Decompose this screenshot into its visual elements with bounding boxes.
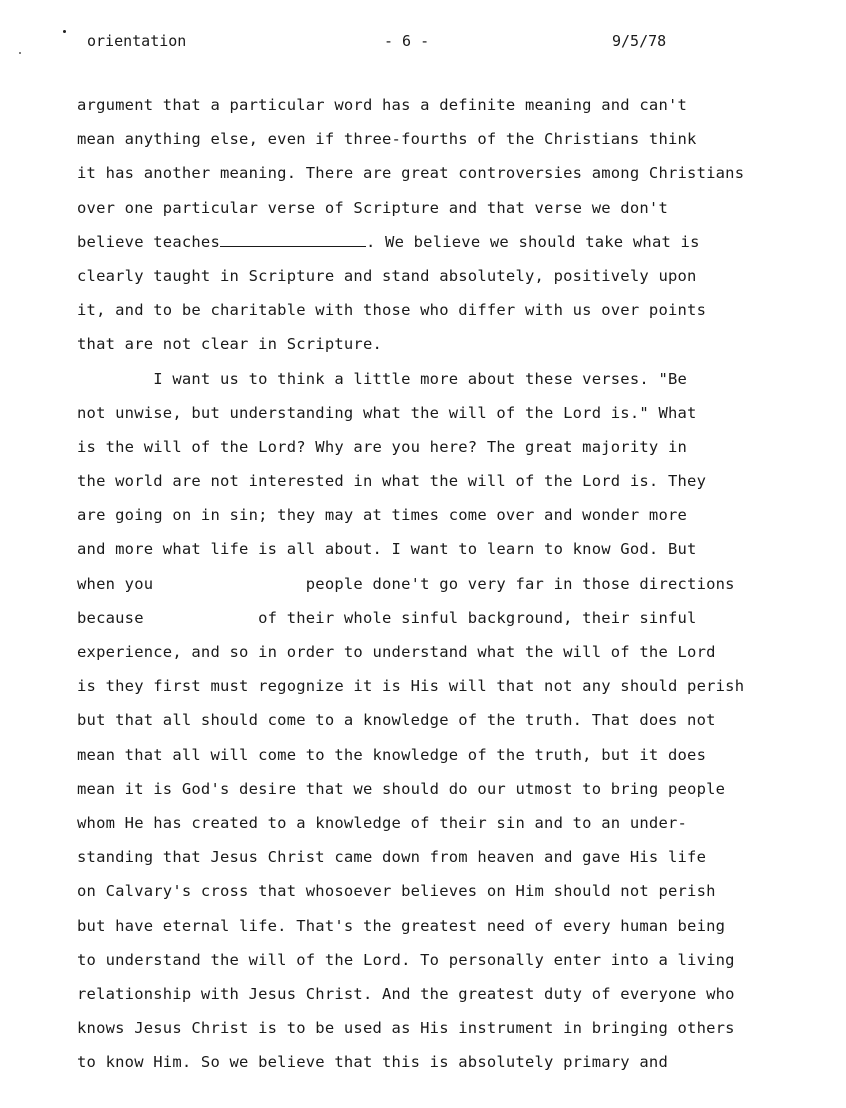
text-line: that are not clear in Scripture. [77, 335, 383, 354]
text-line: but have eternal life. That's the greatest need of every human being [77, 916, 726, 935]
body-text [77, 88, 817, 1079]
text-line: it has another meaning. There are great controversies among Christians [77, 164, 745, 183]
header-title: orientation [87, 32, 187, 50]
text-line: experience, and so in order to understand what the will of the Lord [77, 643, 716, 661]
text-line: when you people done't go very far in those directions [77, 574, 735, 593]
text-line: mean anything else, even if three-fourths of the Christians think [77, 130, 697, 149]
text-line: not unwise, but understanding what the will of the Lord is." What [77, 403, 697, 422]
text-line: is the will of the Lord? Why are you here? The great majority in [77, 437, 688, 456]
text-line: standing that Jesus Christ came down from heaven and gave His life [77, 848, 707, 867]
text-line: relationship with Jesus Christ. And the greatest duty of everyone who [77, 984, 735, 1003]
text-line: believe teaches . We believe we should take what is [77, 225, 817, 259]
header-date: 9/5/78 [612, 32, 667, 50]
text-line: clearly taught in Scripture and stand absolutely, positively upon [77, 266, 697, 285]
text-line: over one particular verse of Scripture and that verse we don't [77, 198, 668, 217]
text-line: I want us to think a little more about these verses. "Be [77, 369, 688, 388]
blank-underline [220, 228, 366, 247]
page-number: - 6 - [384, 32, 430, 50]
text-line: are going on in sin; they may at times come over and wonder more [77, 506, 688, 525]
text-line: mean it is God's desire that we should do our utmost to bring people [77, 779, 726, 798]
text-line: argument that a particular word has a definite meaning and can't [77, 96, 688, 114]
text-line: it, and to be charitable with those who differ with us over points [77, 301, 707, 320]
text-line: and more what life is all about. I want to learn to know God. But [77, 540, 697, 559]
text-line: but that all should come to a knowledge of the truth. That does not [77, 711, 716, 730]
text-line: mean that all will come to the knowledge of the truth, but it does [77, 745, 707, 764]
text-line: whom He has created to a knowledge of their sin and to an under- [77, 813, 688, 832]
text-line: because of their whole sinful background, their sinful [77, 608, 697, 627]
text-line: is they first must regognize it is His will that not any should perish [77, 677, 745, 696]
text-line: to understand the will of the Lord. To personally enter into a living [77, 950, 735, 969]
text-line: the world are not interested in what the will of the Lord is. They [77, 472, 707, 491]
text-line: knows Jesus Christ is to be used as His instrument in bringing others [77, 1019, 735, 1038]
text-line: on Calvary's cross that whosoever believes on Him should not perish [77, 882, 716, 901]
text-line: to know Him. So we believe that this is absolutely primary and [77, 1053, 668, 1072]
page-header [0, 30, 846, 54]
